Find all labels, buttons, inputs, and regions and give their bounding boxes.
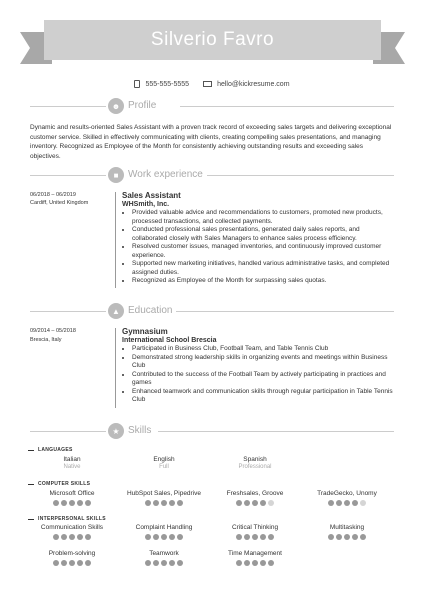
profile-icon: ☻ (108, 98, 124, 114)
divider (200, 175, 394, 176)
rating-dot (61, 534, 67, 540)
rating-dot (145, 560, 151, 566)
rating-dot (69, 500, 75, 506)
phone-item (134, 80, 189, 88)
rating-dot (328, 500, 334, 506)
rating-dot (161, 534, 167, 540)
rating-dot (260, 560, 266, 566)
list-item: • Recognized as Employee of the Month for surpassing sales quotas. (132, 277, 394, 286)
list-item: • Participated in Business Club, Football Team, and Table Tennis Club (132, 345, 394, 354)
rating-dot (153, 560, 159, 566)
rating-dot (336, 534, 342, 540)
job-title: Sales Assistant (122, 191, 181, 200)
list-item: • Contributed to the success of the Football Team by actively participating in practices and games (132, 371, 394, 388)
resume-name: Silverio Favro (150, 29, 275, 50)
rating-dot (352, 500, 358, 506)
rating-dots (27, 534, 117, 540)
work-dates: 06/2018 – 06/2019 (30, 192, 76, 198)
skill-item (27, 490, 117, 506)
list-item: • Resolved customer issues, managed inventories, and continuously improved customer experience. (132, 243, 394, 260)
list-item: • Provided valuable advice and recommendations to customers, promoted new products, processed transactions, and collected payments. (132, 209, 394, 226)
rating-dot (161, 560, 167, 566)
divider (158, 431, 394, 432)
rating-dot (77, 500, 83, 506)
rating-dot (268, 560, 274, 566)
skill-name: Problem-solving (48, 550, 96, 557)
divider (30, 311, 106, 312)
rating-dots (210, 500, 300, 506)
rating-dot (252, 560, 258, 566)
rating-dot (145, 500, 151, 506)
rating-dots (210, 560, 300, 566)
rating-dots (210, 534, 300, 540)
phone-text: 555-555-5555 (145, 80, 190, 88)
language-item (119, 456, 209, 470)
rating-dots (119, 534, 209, 540)
email-text[interactable]: hello@kickresume.com (217, 80, 290, 88)
list-item: • Enhanced teamwork and communication skills through regular participation in Table Tennis Club (132, 388, 394, 405)
language-item (27, 456, 117, 470)
rating-dot (252, 534, 258, 540)
rating-dot (177, 560, 183, 566)
skill-item (302, 524, 392, 540)
skill-name: TradeGecko, Unomy (317, 490, 377, 497)
skill-name: Freshsales, Groove (226, 490, 284, 497)
rating-dot (336, 500, 342, 506)
languages-label (28, 447, 73, 453)
dash-icon (28, 450, 34, 451)
rating-dot (244, 500, 250, 506)
education-heading (30, 303, 394, 319)
rating-dot (77, 560, 83, 566)
briefcase-icon: ■ (108, 167, 124, 183)
divider (30, 175, 106, 176)
rating-dot (153, 534, 159, 540)
timeline-line (115, 328, 116, 408)
company-name: WHSmith, Inc. (122, 201, 170, 208)
category-label: LANGUAGES (38, 447, 73, 453)
section-title: Profile (128, 100, 160, 111)
skill-item (302, 490, 392, 506)
skills-heading (30, 423, 394, 439)
rating-dot (344, 500, 350, 506)
rating-dot (352, 534, 358, 540)
skill-item (210, 550, 300, 566)
skill-name: Time Management (228, 550, 282, 557)
skill-item (119, 524, 209, 540)
name-banner (20, 20, 405, 66)
list-item: • Demonstrated strong leadership skills in organizing events and meetings within Business Club (132, 354, 394, 371)
rating-dot (153, 500, 159, 506)
language-name: English (153, 456, 175, 463)
rating-dot (85, 500, 91, 506)
profile-summary: Dynamic and results-oriented Sales Assistant with a proven track record of exceeding sales targets and delivering exceptional customer service. Skilled in effectively communicating with clients, creating compelling sales presentations, and managing inventory. Recognized as Employee of the Month for consistently achieving outstanding results and exceeding sales objectives. (30, 124, 392, 160)
rating-dot (328, 534, 334, 540)
rating-dots (302, 500, 392, 506)
skill-item (119, 490, 209, 506)
work-entry (122, 191, 394, 286)
skill-item (27, 550, 117, 566)
rating-dot (268, 534, 274, 540)
rating-dot (360, 534, 366, 540)
rating-dots (302, 534, 392, 540)
rating-dot (177, 500, 183, 506)
rating-dot (77, 534, 83, 540)
list-item: • Supported new marketing initiatives, handled various administrative tasks, and completed assigned duties. (132, 260, 394, 277)
skill-name: HubSpot Sales, Pipedrive (126, 490, 202, 497)
timeline-line (115, 192, 116, 288)
graduation-icon: ▲ (108, 303, 124, 319)
rating-dot (53, 534, 59, 540)
rating-dot (85, 560, 91, 566)
rating-dot (360, 500, 366, 506)
rating-dot (169, 534, 175, 540)
interpersonal-skills-label (28, 516, 106, 522)
category-label: COMPUTER SKILLS (38, 481, 91, 487)
rating-dot (145, 534, 151, 540)
skill-name: Multitasking (329, 524, 365, 531)
rating-dot (53, 560, 59, 566)
skill-name: Communication Skills (40, 524, 104, 531)
skill-name: Complaint Handling (135, 524, 193, 531)
education-bullets (122, 345, 394, 405)
work-location: Cardiff, United Kingdom (30, 200, 89, 206)
skill-item (27, 524, 117, 540)
computer-skills-label (28, 481, 90, 487)
rating-dot (69, 560, 75, 566)
rating-dot (344, 534, 350, 540)
rating-dot (161, 500, 167, 506)
language-level: Professional (238, 464, 272, 470)
rating-dots (27, 500, 117, 506)
rating-dots (27, 560, 117, 566)
section-title: Skills (128, 425, 155, 436)
language-level: Native (63, 464, 81, 470)
divider (30, 431, 106, 432)
work-heading (30, 167, 394, 183)
rating-dots (119, 560, 209, 566)
rating-dot (61, 500, 67, 506)
profile-heading (30, 98, 394, 114)
rating-dot (236, 560, 242, 566)
edu-dates: 09/2014 – 05/2018 (30, 328, 76, 334)
rating-dot (169, 560, 175, 566)
edu-location: Brescia, Italy (30, 337, 62, 343)
rating-dot (236, 500, 242, 506)
list-item: • Conducted professional sales presentations, generated daily sales reports, and collaborated closely with Sales Managers to enhance sales process efficiency. (132, 226, 394, 243)
rating-dot (244, 534, 250, 540)
skill-item (119, 550, 209, 566)
rating-dots (119, 500, 209, 506)
work-bullets (122, 209, 394, 286)
skill-item (210, 490, 300, 506)
divider (30, 106, 106, 107)
rating-dot (268, 500, 274, 506)
rating-dot (177, 534, 183, 540)
dash-icon (28, 484, 34, 485)
rating-dot (260, 534, 266, 540)
language-level: Full (159, 464, 169, 470)
skills-icon: ★ (108, 423, 124, 439)
rating-dot (260, 500, 266, 506)
mail-icon (203, 81, 212, 87)
rating-dot (252, 500, 258, 506)
rating-dot (85, 534, 91, 540)
degree-title: Gymnasium (122, 327, 168, 336)
contact-row (0, 80, 424, 88)
rating-dot (244, 560, 250, 566)
phone-icon (134, 80, 140, 88)
language-item (210, 456, 300, 470)
rating-dot (53, 500, 59, 506)
email-item[interactable] (203, 80, 289, 88)
skill-name: Critical Thinking (231, 524, 279, 531)
rating-dot (69, 534, 75, 540)
divider (172, 311, 394, 312)
rating-dot (169, 500, 175, 506)
school-name: International School Brescia (122, 337, 217, 344)
divider (180, 106, 394, 107)
dash-icon (28, 519, 34, 520)
section-title: Education (128, 305, 176, 316)
banner-body (44, 20, 381, 60)
skill-name: Teamwork (149, 550, 179, 557)
rating-dot (236, 534, 242, 540)
language-name: Spanish (243, 456, 267, 463)
skill-item (210, 524, 300, 540)
language-name: Italian (63, 456, 81, 463)
education-entry (122, 327, 394, 405)
rating-dot (61, 560, 67, 566)
skill-name: Microsoft Office (49, 490, 95, 497)
category-label: INTERPERSONAL SKILLS (38, 516, 106, 522)
section-title: Work experience (128, 169, 207, 180)
